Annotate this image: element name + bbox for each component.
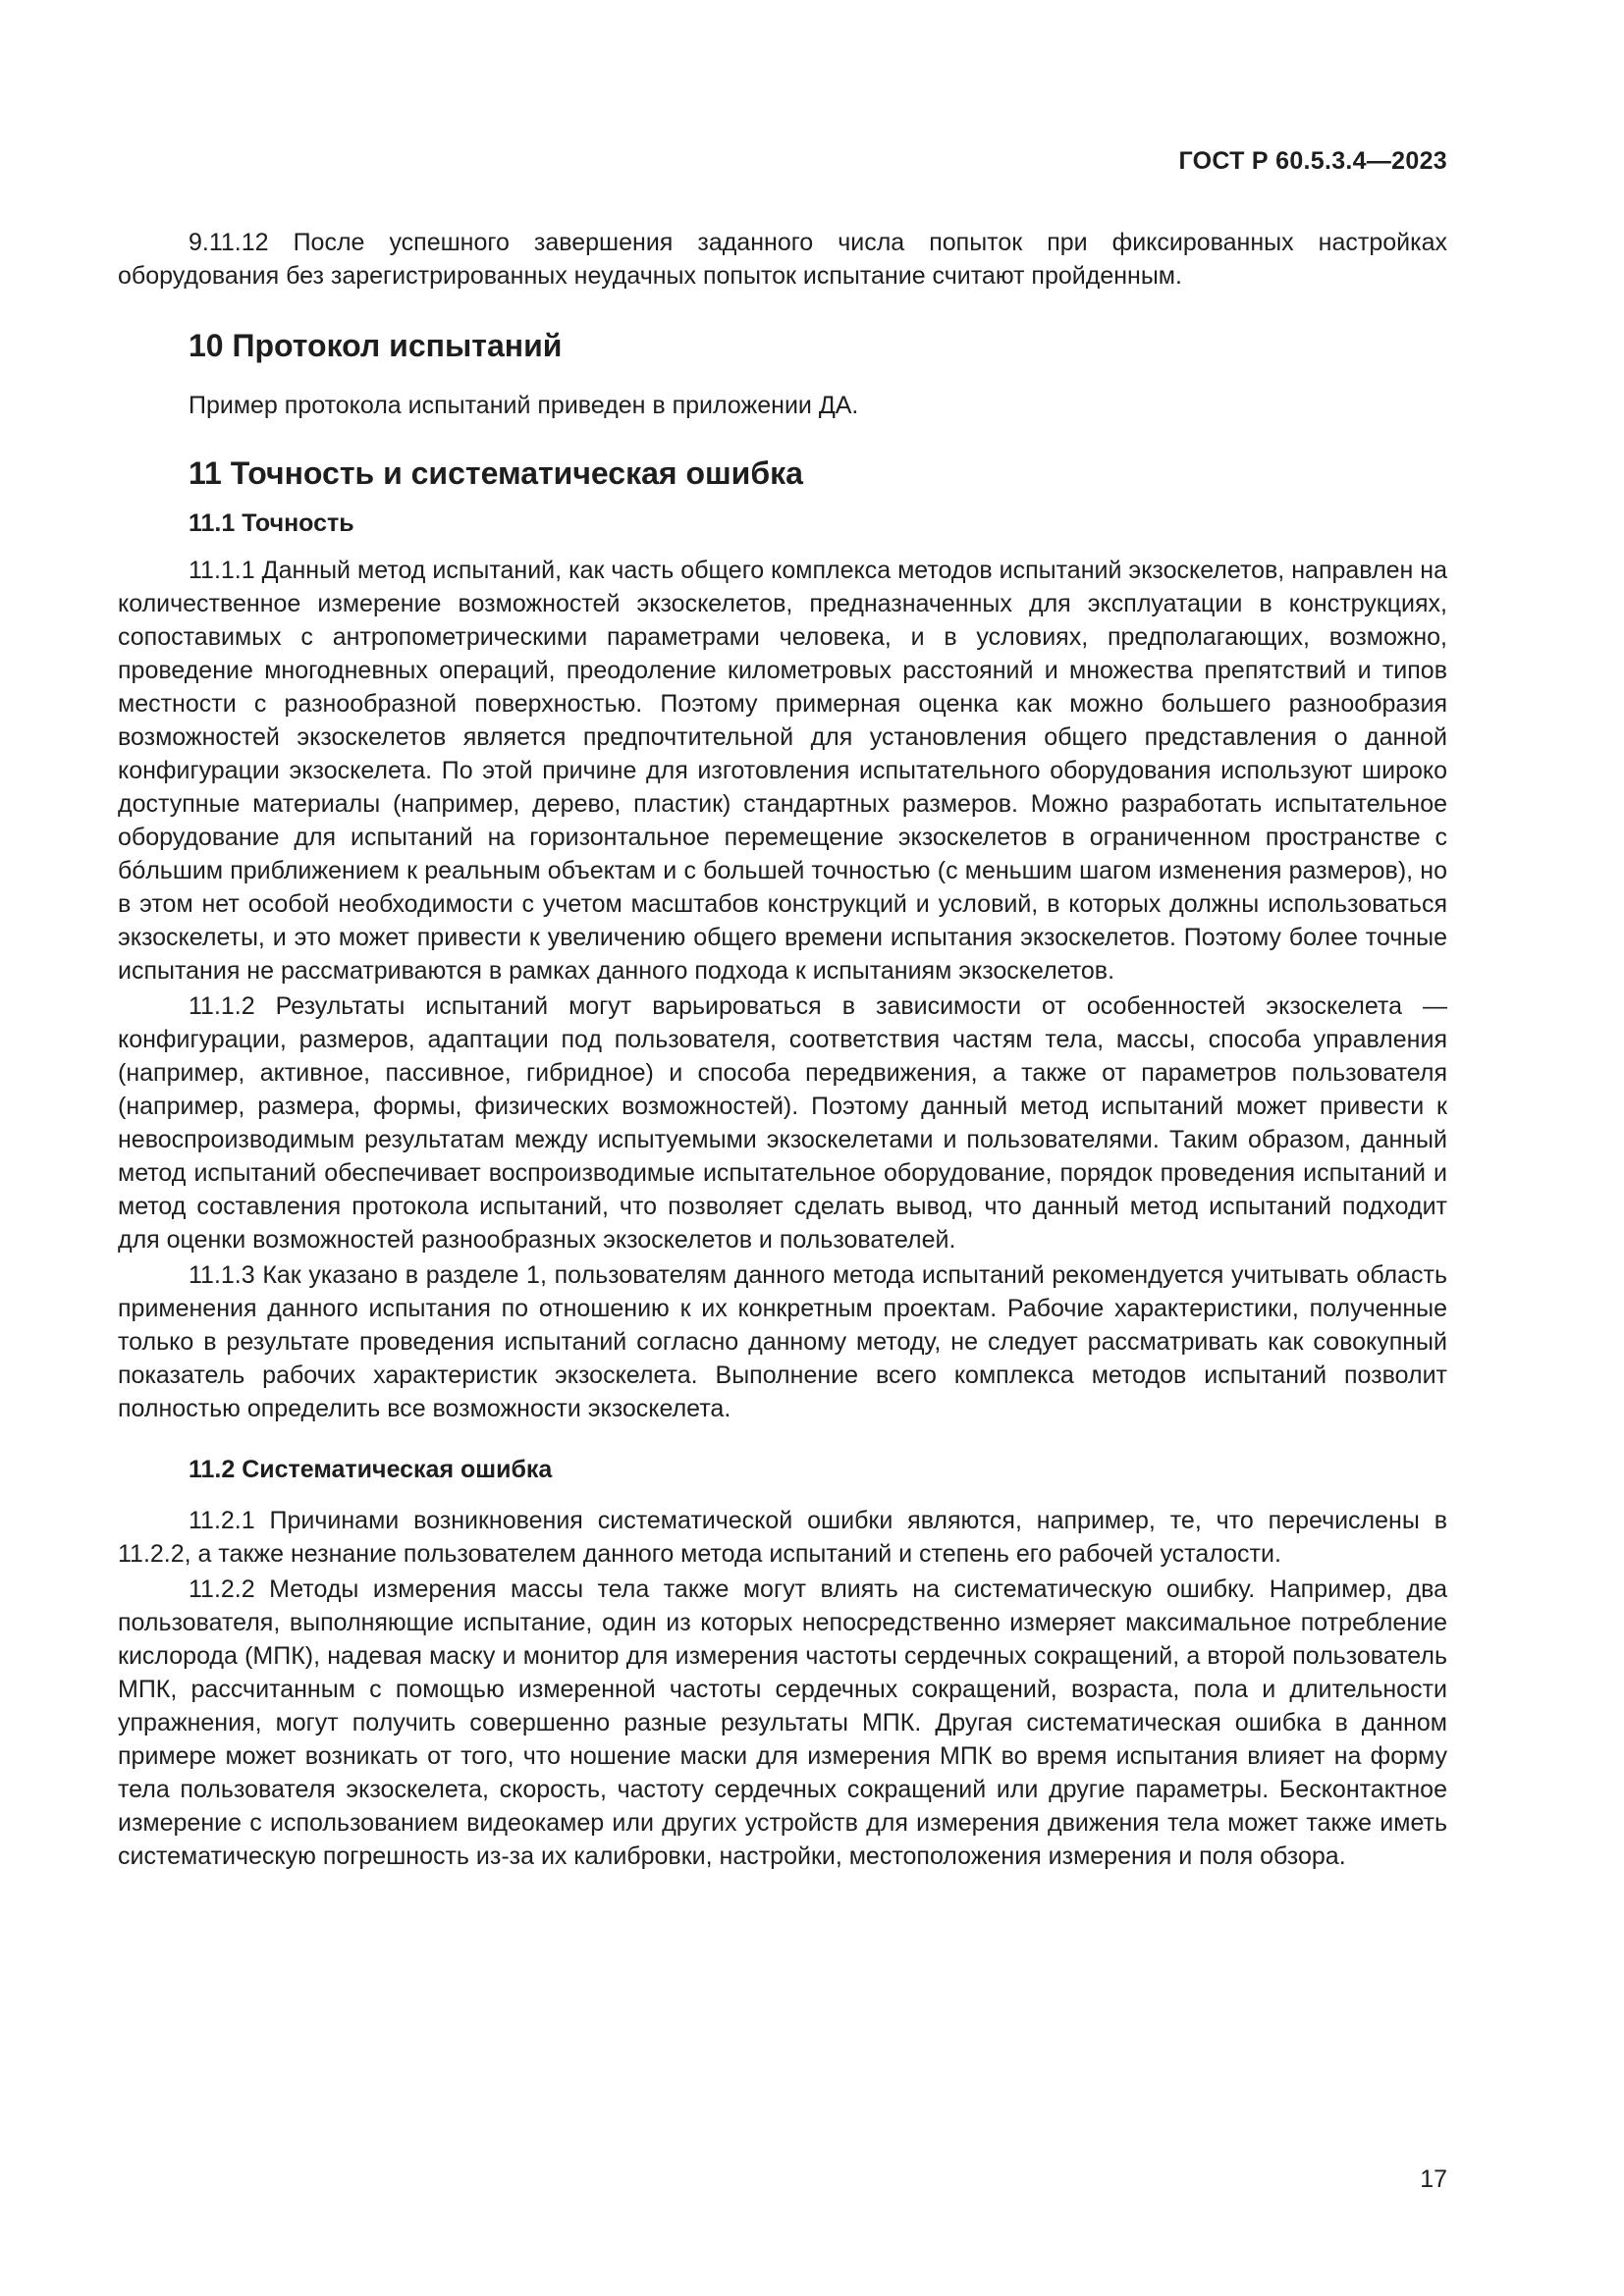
section-heading-11: 11 Точность и систематическая ошибка [189, 455, 803, 491]
subsection-heading-11-2: 11.2 Систематическая ошибка [189, 1456, 553, 1483]
page-content [118, 226, 1447, 1873]
paragraph-11-1-1: 11.1.1 Данный метод испытаний, как часть общего комплекса методов испытаний экзоскелетов, направлен на количественное измерение возможностей экзоскелетов, предназначенных для эксплуатации в конструкциях, сопоставимых с антропометрическими параметрами человека, и в условиях, предполагающих, возможно, проведение многодневных операций, преодоление километровых расстояний и множества препятствий и типов местности с разнообразной поверхностью. Поэтому примерная оценка как можно большего разнообразия возможностей экзоскелетов является предпочтительной для установления общего представления о данной конфигурации экзоскелета. По этой причине для изготовления испытательного оборудования используют широко доступные материалы (например, дерево, пластик) стандартных размеров. Можно разработать испытательное оборудование для испытаний на горизонтальное перемещение экзоскелетов в ограниченном пространстве с бóльшим приближением к реальным объектам и с большей точностью (с меньшим шагом изменения размеров), но в этом нет особой необходимости с учетом масштабов конструкций и условий, в которых должны использоваться экзоскелеты, и это может привести к увеличению общего времени испытания экзоскелетов. Поэтому более точные испытания не рассматриваются в рамках данного подхода к испытаниям экзоскелетов. [118, 557, 1447, 985]
subsection-heading-11-1: 11.1 Точность [189, 509, 354, 537]
paragraph-11-2-1: 11.2.1 Причинами возникновения систематической ошибки являются, например, те, что перечислены в 11.2.2, а также незнание пользователем данного метода испытаний и степень его рабочей усталости. [118, 1507, 1447, 1568]
standard-designation: ГОСТ Р 60.5.3.4—2023 [1178, 147, 1447, 175]
paragraph-9-11-12: 9.11.12 После успешного завершения заданного числа попыток при фиксированных настройках оборудования без зарегистрированных неудачных попыток испытание считают пройденным. [118, 229, 1447, 290]
paragraph-11-2-2: 11.2.2 Методы измерения массы тела также могут влиять на систематическую ошибку. Например, два пользователя, выполняющие испытание, один из которых непосредственно измеряет максимальное потребление кислорода (МПК), надевая маску и монитор для измерения частоты сердечных сокращений, а второй пользователь МПК, рассчитанным с помощью измеренной частоты сердечных сокращений, возраста, пола и длительности упражнения, могут получить совершенно разные результаты МПК. Другая систематическая ошибка в данном примере может возникать от того, что ношение маски для измерения МПК во время испытания влияет на форму тела пользователя экзоскелета, скорость, частоту сердечных сокращений или другие параметры. Бесконтактное измерение с использованием видеокамер или других устройств для измерения движения тела может также иметь систематическую погрешность из-за их калибровки, настройки, местоположения измерения и поля обзора. [118, 1575, 1447, 1870]
paragraph-11-1-2: 11.1.2 Результаты испытаний могут варьироваться в зависимости от особенностей экзоскелета — конфигурации, размеров, адаптации под пользователя, соответствия частям тела, массы, способа управления (например, активное, пассивное, гибридное) и способа передвижения, а также от параметров пользователя (например, размера, формы, физических возможностей). Поэтому данный метод испытаний может привести к невоспроизводимым результатам между испытуемыми экзоскелетами и пользователями. Таким образом, данный метод испытаний обеспечивает воспроизводимые испытательное оборудование, порядок проведения испытаний и метод составления протокола испытаний, что позволяет сделать вывод, что данный метод испытаний подходит для оценки возможностей разнообразных экзоскелетов и пользователей. [118, 992, 1447, 1254]
paragraph-10: Пример протокола испытаний приведен в приложении ДА. [189, 392, 859, 419]
section-heading-10: 10 Протокол испытаний [189, 328, 563, 363]
paragraph-11-1-3: 11.1.3 Как указано в разделе 1, пользователям данного метода испытаний рекомендуется учитывать область применения данного испытания по отношению к их конкретным проектам. Рабочие характеристики, полученные только в результате проведения испытаний согласно данному методу, не следует рассматривать как совокупный показатель рабочих характеристик экзоскелета. Выполнение всего комплекса методов испытаний позволит полностью определить все возможности экзоскелета. [118, 1261, 1447, 1422]
page-number: 17 [1420, 2165, 1447, 2193]
